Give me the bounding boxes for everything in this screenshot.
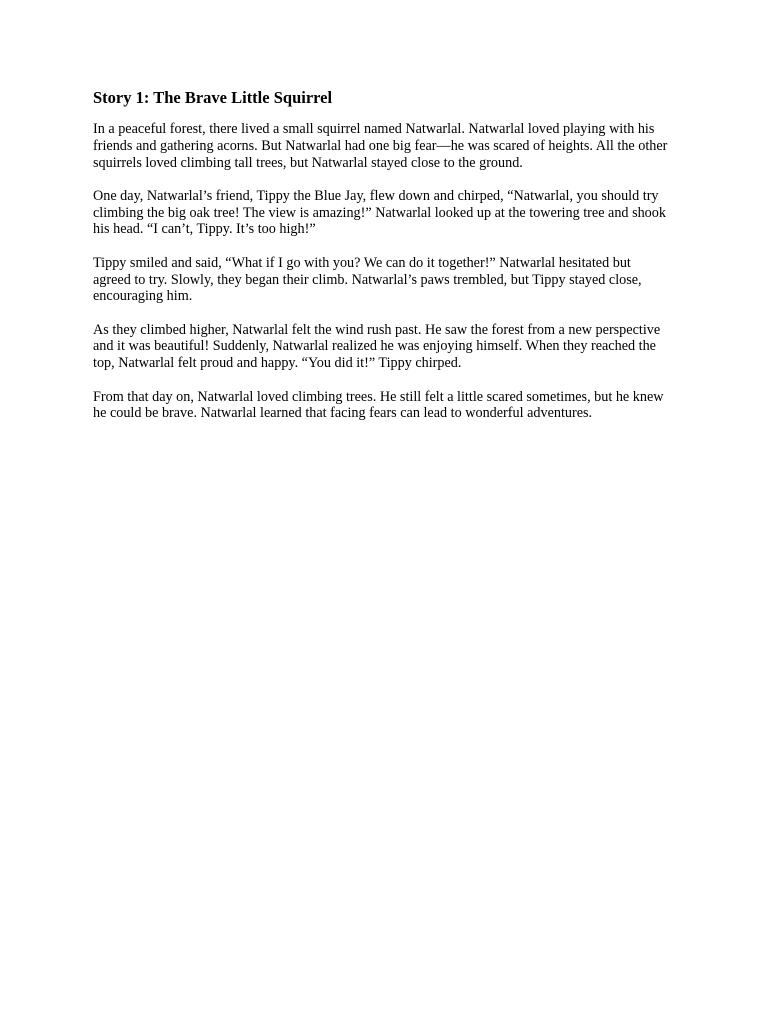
story-paragraph-1: In a peaceful forest, there lived a small squirrel named Natwarlal. Natwarlal loved playing with his friends and gathering acorns. But Natwarlal had one big fear—he was scared of heights. All the other squirrels loved climbing tall trees, but Natwarlal stayed close to the ground. <box>93 121 668 171</box>
story-paragraph-2: One day, Natwarlal’s friend, Tippy the Blue Jay, flew down and chirped, “Natwarlal, you should try climbing the big oak tree! The view is amazing!” Natwarlal looked up at the towering tree and shook his head. “I can’t, Tippy. It’s too high!” <box>93 187 666 238</box>
story-content <box>93 88 668 439</box>
story-paragraph-4: As they climbed higher, Natwarlal felt the wind rush past. He saw the forest from a new perspective and it was beautiful! Suddenly, Natwarlal realized he was enjoying himself. When they reached the top, Natwarlal felt proud and happy. “You did it!” Tippy chirped. <box>93 321 661 372</box>
story-paragraph-5: From that day on, Natwarlal loved climbing trees. He still felt a little scared sometimes, but he knew he could be brave. Natwarlal learned that facing fears can lead to wonderful adventures. <box>93 388 664 422</box>
story-title: Story 1: The Brave Little Squirrel <box>93 88 333 107</box>
story-paragraph-3: Tippy smiled and said, “What if I go with you? We can do it together!” Natwarlal hesitated but agreed to try. Slowly, they began their climb. Natwarlal’s paws trembled, but Tippy stayed close, encouraging him. <box>93 254 642 305</box>
